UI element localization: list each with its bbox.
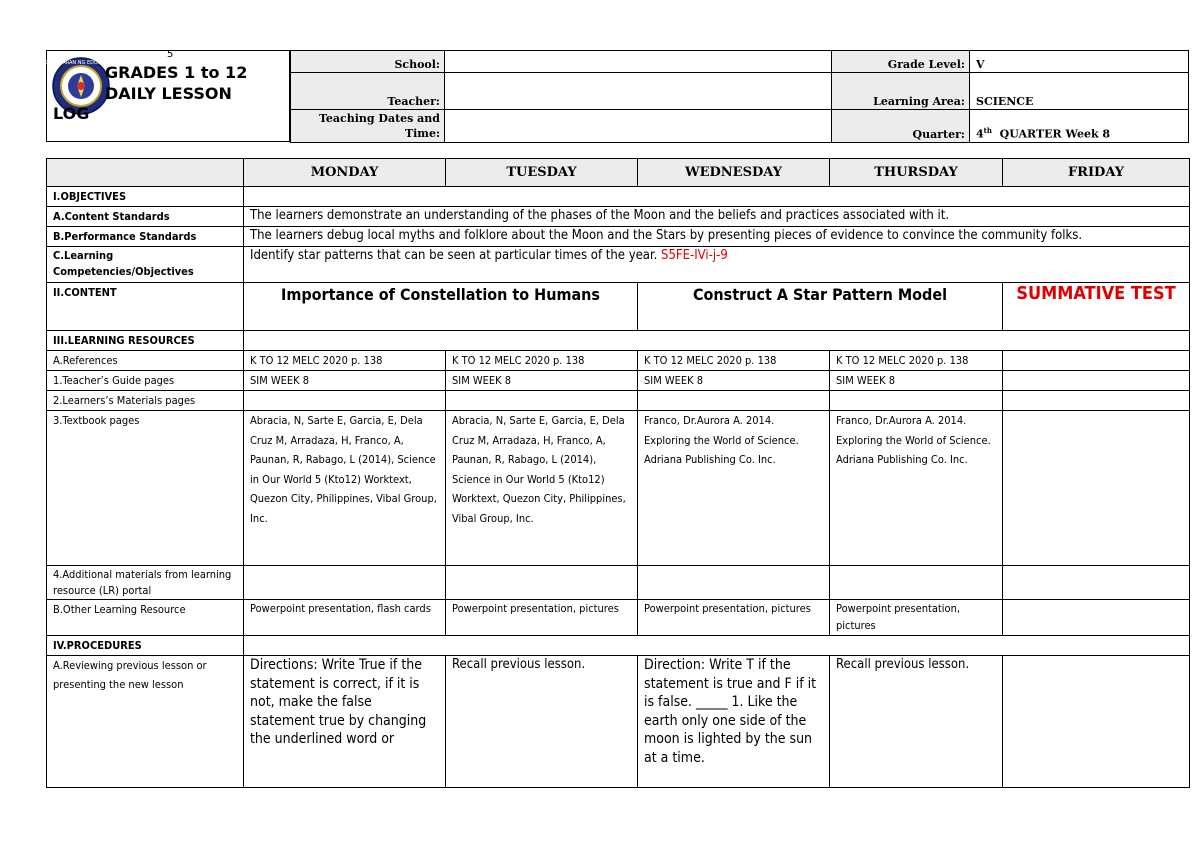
references-label: A.References xyxy=(47,351,244,371)
day-friday: FRIDAY xyxy=(1003,159,1190,187)
school-value xyxy=(445,51,832,73)
textbook-cell xyxy=(1003,411,1190,566)
day-thursday: THURSDAY xyxy=(830,159,1003,187)
competencies-text: Identify star patterns that can be seen at particular times of the year. xyxy=(250,248,658,263)
grade-level-label: Grade Level: xyxy=(832,51,970,73)
page-number: 5 xyxy=(167,49,174,60)
other-cell: Powerpoint presentation, pictures xyxy=(638,600,830,636)
lm-cell xyxy=(1003,391,1190,411)
day-header-row xyxy=(47,159,1190,187)
competencies-cell xyxy=(244,247,1190,283)
day-monday: MONDAY xyxy=(244,159,446,187)
competency-code: S5FE-IVi-j-9 xyxy=(661,248,728,263)
tg-cell: SIM WEEK 8 xyxy=(446,371,638,391)
objectives-empty xyxy=(244,187,1190,207)
textbook-cell: Abracia, N, Sarte E, Garcia, E, Dela Cruz M, Arradaza, H, Franco, A, Paunan, R, Rabago, L (2014), Science in Our World 5 (Kto12) Worktext, Quezon City, Philippines, Vibal Group, Inc. xyxy=(244,411,446,566)
quarter-number: 4 xyxy=(976,128,984,141)
additional-label: 4.Additional materials from learning resource (LR) portal xyxy=(47,566,244,600)
svg-text:KAGAWARAN NG EDUKASYON: KAGAWARAN NG EDUKASYON xyxy=(44,60,118,66)
tg-row xyxy=(47,371,1190,391)
textbook-label: 3.Textbook pages xyxy=(47,411,244,566)
textbook-row xyxy=(47,411,1190,566)
review-cell xyxy=(1003,656,1190,788)
tg-label: 1.Teacher’s Guide pages xyxy=(47,371,244,391)
reference-cell xyxy=(1003,351,1190,371)
day-tuesday: TUESDAY xyxy=(446,159,638,187)
content-standards-label: A.Content Standards xyxy=(47,207,244,227)
reference-cell: K TO 12 MELC 2020 p. 138 xyxy=(446,351,638,371)
procedures-heading: IV.PROCEDURES xyxy=(47,636,244,656)
review-cell: Recall previous lesson. xyxy=(830,656,1003,788)
additional-row xyxy=(47,566,1190,600)
review-label: A.Reviewing previous lesson or presenting the new lesson xyxy=(47,656,244,788)
tg-cell: SIM WEEK 8 xyxy=(244,371,446,391)
teaching-dates-value xyxy=(445,110,832,143)
additional-cell xyxy=(446,566,638,600)
reference-cell: K TO 12 MELC 2020 p. 138 xyxy=(830,351,1003,371)
resources-empty xyxy=(244,331,1190,351)
additional-cell xyxy=(1003,566,1190,600)
references-row xyxy=(47,351,1190,371)
other-cell: Powerpoint presentation, pictures xyxy=(446,600,638,636)
procedures-empty xyxy=(244,636,1190,656)
content-standards-text: The learners demonstrate an understanding of the phases of the Moon and the beliefs and practices associated with it. xyxy=(244,207,1190,227)
lm-cell xyxy=(446,391,638,411)
teacher-value xyxy=(445,73,832,110)
lm-cell xyxy=(830,391,1003,411)
review-cell: Directions: Write True if the statement is correct, if it is not, make the false statement true by changing the underlined word or xyxy=(244,656,446,788)
content-wed-thu: Construct A Star Pattern Model xyxy=(638,283,1003,331)
teaching-dates-label: Teaching Dates and Time: xyxy=(291,110,445,143)
review-cell: Recall previous lesson. xyxy=(446,656,638,788)
learning-area-value: SCIENCE xyxy=(970,73,1189,110)
title-line-1: GRADES 1 to 12 xyxy=(105,63,248,82)
review-cell: Direction: Write T if the statement is true and F if it is false. _____ 1. Like the earth only one side of the moon is lighted by the sun at a time. xyxy=(638,656,830,788)
resources-heading: III.LEARNING RESOURCES xyxy=(47,331,244,351)
lesson-log-table xyxy=(46,158,1190,788)
learning-area-label: Learning Area: xyxy=(832,73,970,110)
other-label: B.Other Learning Resource xyxy=(47,600,244,636)
performance-standards-text: The learners debug local myths and folklore about the Moon and the Stars by presenting pieces of evidence to convince the community folks. xyxy=(244,227,1190,247)
content-label: II.CONTENT xyxy=(47,283,244,331)
other-cell: Powerpoint presentation, flash cards xyxy=(244,600,446,636)
school-label: School: xyxy=(291,51,445,73)
additional-cell xyxy=(638,566,830,600)
quarter-label: Quarter: xyxy=(832,110,970,143)
content-summative-test: SUMMATIVE TEST xyxy=(1003,283,1190,331)
title-line-2: DAILY LESSON xyxy=(105,84,232,103)
content-mon-tue: Importance of Constellation to Humans xyxy=(244,283,638,331)
reference-cell: K TO 12 MELC 2020 p. 138 xyxy=(638,351,830,371)
textbook-cell: Abracia, N, Sarte E, Garcia, E, Dela Cruz M, Arradaza, H, Franco, A, Paunan, R, Rabago, L (2014), Science in Our World 5 (Kto12) Worktext, Quezon City, Philippines, Vibal Group, Inc. xyxy=(446,411,638,566)
textbook-cell: Franco, Dr.Aurora A. 2014. Exploring the World of Science. Adriana Publishing Co. Inc. xyxy=(830,411,1003,566)
review-row xyxy=(47,656,1190,788)
additional-cell xyxy=(830,566,1003,600)
quarter-suffix: th xyxy=(983,126,992,136)
day-wednesday: WEDNESDAY xyxy=(638,159,830,187)
additional-cell xyxy=(244,566,446,600)
other-cell: Powerpoint presentation, pictures xyxy=(830,600,1003,636)
header-info-table xyxy=(290,50,1189,143)
quarter-value xyxy=(970,110,1189,143)
teacher-label: Teacher: xyxy=(291,73,445,110)
textbook-cell: Franco, Dr.Aurora A. 2014. Exploring the World of Science. Adriana Publishing Co. Inc. xyxy=(638,411,830,566)
other-cell xyxy=(1003,600,1190,636)
tg-cell xyxy=(1003,371,1190,391)
header-title-block xyxy=(46,50,290,142)
lm-cell xyxy=(638,391,830,411)
grade-level-value: V xyxy=(970,51,1189,73)
tg-cell: SIM WEEK 8 xyxy=(638,371,830,391)
tg-cell: SIM WEEK 8 xyxy=(830,371,1003,391)
reference-cell: K TO 12 MELC 2020 p. 138 xyxy=(244,351,446,371)
corner-cell xyxy=(47,159,244,187)
lm-row xyxy=(47,391,1190,411)
lm-label: 2.Learners’s Materials pages xyxy=(47,391,244,411)
quarter-text: QUARTER Week 8 xyxy=(999,128,1111,141)
title-line-3: LOG xyxy=(53,104,90,123)
objectives-heading: I.OBJECTIVES xyxy=(47,187,244,207)
competencies-label: C.Learning Competencies/Objectives xyxy=(47,247,244,283)
lm-cell xyxy=(244,391,446,411)
performance-standards-label: B.Performance Standards xyxy=(47,227,244,247)
other-resources-row xyxy=(47,600,1190,636)
